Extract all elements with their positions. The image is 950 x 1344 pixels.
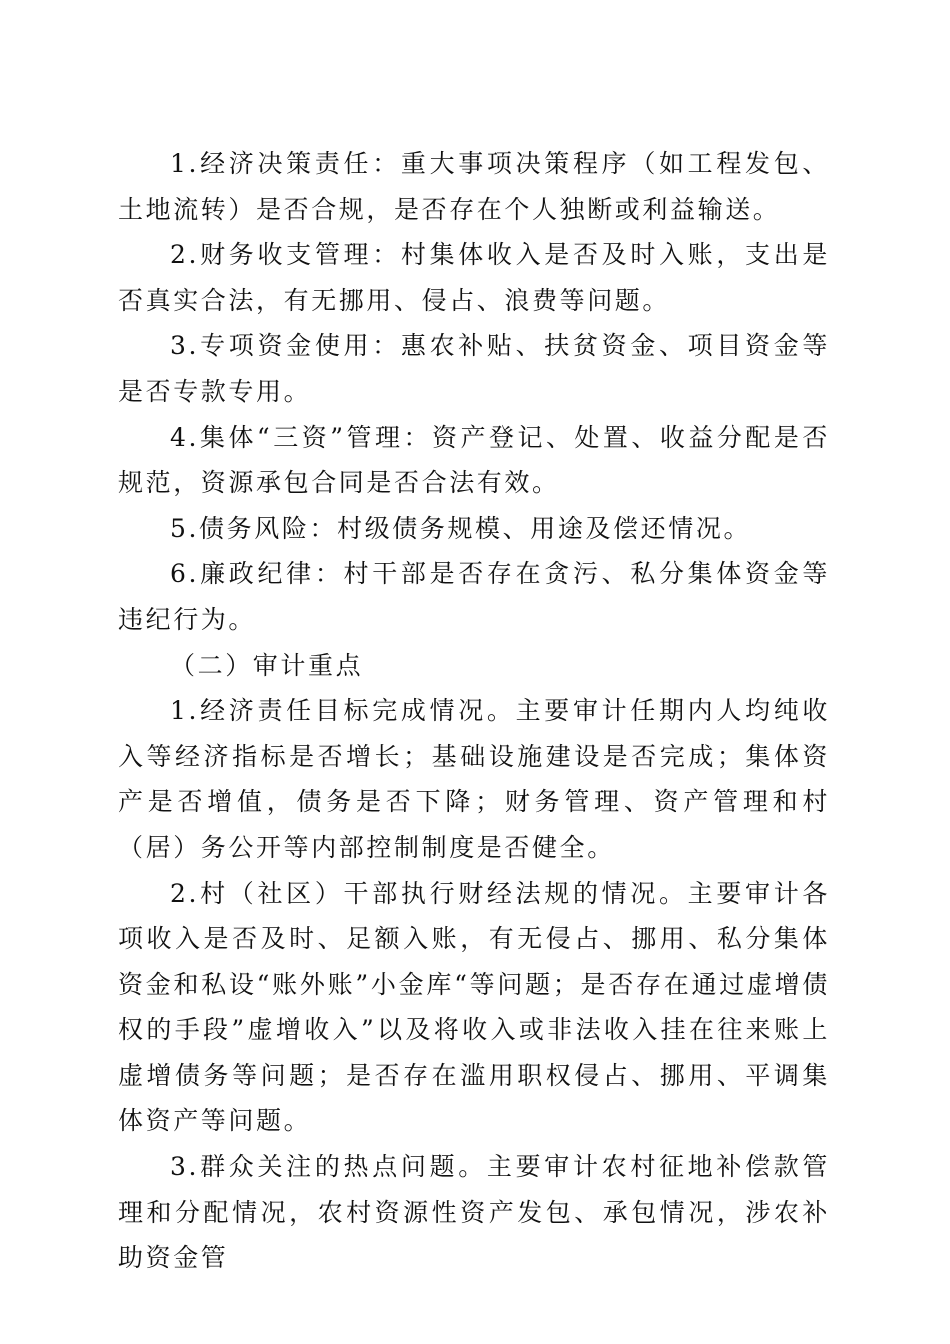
section-heading: （二）审计重点	[170, 650, 364, 680]
responsibility-item-6: 6.廉政纪律：村干部是否存在贪污、私分集体资金等违纪行为。	[118, 559, 830, 634]
responsibility-item-3: 3.专项资金使用：惠农补贴、扶贫资金、项目资金等是否专款专用。	[118, 331, 830, 406]
audit-focus-item-3: 3.群众关注的热点问题。主要审计农村征地补偿款管理和分配情况，农村资源性资产发包、承包情况，涉农补助资金管	[118, 1152, 830, 1273]
responsibility-item-1: 1.经济决策责任：重大事项决策程序（如工程发包、土地流转）是否合规，是否存在个人独断或利益输送。	[118, 149, 830, 224]
responsibility-item-4: 4.集体“三资”管理：资产登记、处置、收益分配是否规范，资源承包合同是否合法有效。	[118, 422, 830, 498]
responsibility-item-2: 2.财务收支管理：村集体收入是否及时入账，支出是否真实合法，有无挪用、侵占、浪费等问题。	[118, 240, 830, 315]
document-page	[118, 141, 830, 1281]
audit-focus-item-2: 2.村（社区）干部执行财经法规的情况。主要审计各项收入是否及时、足额入账，有无侵占、挪用、私分集体资金和私设“账外账”小金库“等问题；是否存在通过虚增债权的手段”虚增收入”以及将收入或非法收入挂在往来账上虚增债务等问题；是否存在滥用职权侵占、挪用、平调集体资产等问题。	[118, 878, 830, 1136]
audit-focus-item-1: 1.经济责任目标完成情况。主要审计任期内人均纯收入等经济指标是否增长；基础设施建设是否完成；集体资产是否增值，债务是否下降；财务管理、资产管理和村（居）务公开等内部控制制度是否健全。	[118, 696, 830, 862]
responsibility-item-5: 5.债务风险：村级债务规模、用途及偿还情况。	[170, 513, 752, 543]
